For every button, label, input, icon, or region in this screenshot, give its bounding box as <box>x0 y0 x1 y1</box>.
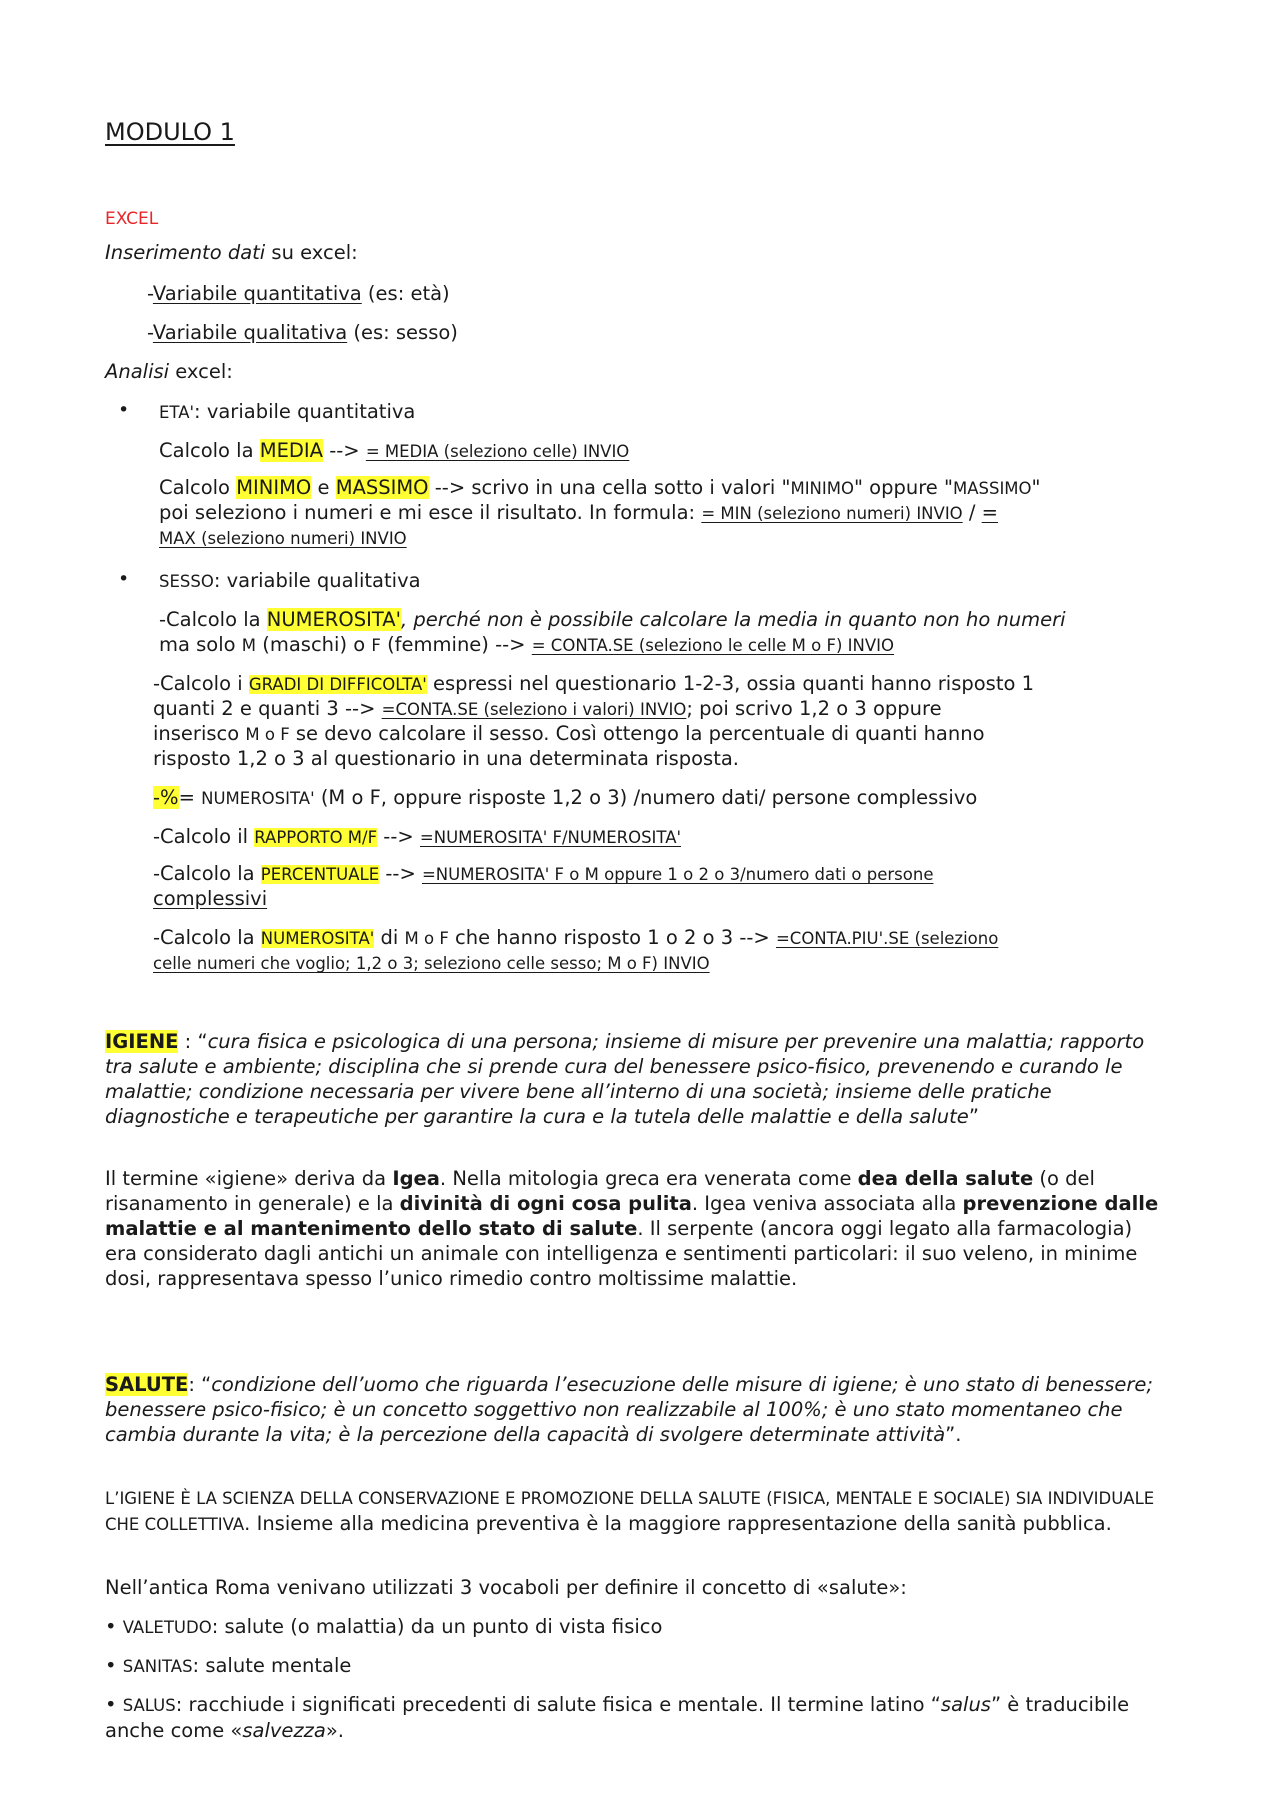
calc-numerosita: -Calcolo la NUMEROSITA', perché non è possibile calcolare la media in quanto non ho numeri <box>159 608 1066 631</box>
list-item-sanitas: • SANITAS: salute mentale <box>105 1654 352 1677</box>
calc-gradi-line3: inserisco M o F se devo calcolare il sesso. Così ottengo la percentuale di quanti hanno <box>153 722 985 745</box>
roma-line: Nell’antica Roma venivano utilizzati 3 vocaboli per definire il concetto di «salute»: <box>105 1576 907 1599</box>
calc-min-max: Calcolo MINIMO e MASSIMO --> scrivo in una cella sotto i valori "MINIMO" oppure "MASSIMO" <box>159 476 1041 499</box>
insertion-line: Inserimento dati su excel: <box>105 241 358 264</box>
calc-min-max-line2: poi seleziono i numeri e mi esce il risultato. In formula: = MIN (seleziono numeri) INVIO / = <box>159 501 998 524</box>
salute-definition: SALUTE: “condizione dell’uomo che riguarda l’esecuzione delle misure di igiene; è uno stato di benessere; benessere psico-fisico; è un concetto soggettivo non realizzabile al 100%; è uno stato momentaneo che cambia durante la vita; è la percezione della capacità di svolgere determinate attività”. <box>105 1373 1153 1446</box>
analysis-line: Analisi excel: <box>105 360 233 383</box>
calc-gradi-line4: risposto 1,2 o 3 al questionario in una determinata risposta. <box>153 747 740 770</box>
percent-formula: -%= NUMEROSITA' (M o F, oppure risposte 1,2 o 3) /numero dati/ persone complessivo <box>153 786 978 809</box>
sesso-line: SESSO: variabile qualitativa <box>159 569 421 592</box>
calc-numerosita-mf: -Calcolo la NUMEROSITA' di M o F che hanno risposto 1 o 2 o 3 --> =CONTA.PIU'.SE (seleziono <box>153 926 999 949</box>
igiene-definition: IGIENE : “cura fisica e psicologica di una persona; insieme di misure per prevenire una malattia; rapporto tra salute e ambiente; disciplina che si prende cura del benessere psico-fisico, prevenendo e curando le malattie; condizione necessaria per vivere bene all’interno di una società; insieme delle pratiche diagnostiche e terapeutiche per garantire la cura e la tutela delle malattie e della salute” <box>105 1030 1145 1128</box>
calc-numerosita-line2: ma solo M (maschi) o F (femmine) --> = CONTA.SE (seleziono le celle M o F) INVIO <box>159 633 895 656</box>
bullet-icon: • <box>118 568 130 590</box>
calc-numerosita-mf-line2: celle numeri che voglio; 1,2 o 3; seleziono celle sesso; M o F) INVIO <box>153 954 710 973</box>
calc-min-max-line3: MAX (seleziono numeri) INVIO <box>159 529 407 548</box>
calc-gradi-line2: quanti 2 e quanti 3 --> =CONTA.SE (seleziono i valori) INVIO; poi scrivo 1,2 o 3 oppure <box>153 697 942 720</box>
calc-rapporto: -Calcolo il RAPPORTO M/F --> =NUMEROSITA' F/NUMEROSITA' <box>153 825 682 848</box>
salute-paragraph: L’IGIENE È LA SCIENZA DELLA CONSERVAZIONE E PROMOZIONE DELLA SALUTE (FISICA, MENTALE E SOCIALE) SIA INDIVIDUALE CHE COLLETTIVA. Insieme alla medicina preventiva è la maggiore rappresentazione della sanità pubblica. <box>105 1489 1155 1535</box>
excel-heading: EXCEL <box>105 209 159 229</box>
list-item-salus: • SALUS: racchiude i significati precedenti di salute fisica e mentale. Il termine latino “salus” è traducibile anche come «salvezza». <box>105 1693 1130 1742</box>
igiene-paragraph: Il termine «igiene» deriva da Igea. Nella mitologia greca era venerata come dea della salute (o del risanamento in generale) e la divinità di ogni cosa pulita. Igea veniva associata alla prevenzione dalle malattie e al mantenimento dello stato di salute. Il serpente (ancora oggi legato alla farmacologia) era considerato dagli antichi un animale con intelligenza e sentimenti particolari: il suo veleno, in minime dosi, rappresentava spesso l’unico rimedio contro moltissime malattie. <box>105 1167 1159 1290</box>
eta-line: ETA': variabile quantitativa <box>159 400 416 423</box>
variable-qualitative: -Variabile qualitativa (es: sesso) <box>147 321 458 344</box>
calc-percentuale: -Calcolo la PERCENTUALE --> =NUMEROSITA' F o M oppure 1 o 2 o 3/numero dati o persone <box>153 862 934 885</box>
bullet-icon: • <box>118 399 130 421</box>
calc-percentuale-line2: complessivi <box>153 887 268 910</box>
variable-quantitative: -Variabile quantitativa (es: età) <box>147 282 450 305</box>
page-title: MODULO 1 <box>105 118 235 146</box>
calc-gradi: -Calcolo i GRADI DI DIFFICOLTA' espressi nel questionario 1-2-3, ossia quanti hanno risposto 1 <box>153 672 1035 695</box>
list-item-valetudo: • VALETUDO: salute (o malattia) da un punto di vista fisico <box>105 1615 663 1638</box>
calc-media: Calcolo la MEDIA --> = MEDIA (seleziono celle) INVIO <box>159 439 630 462</box>
